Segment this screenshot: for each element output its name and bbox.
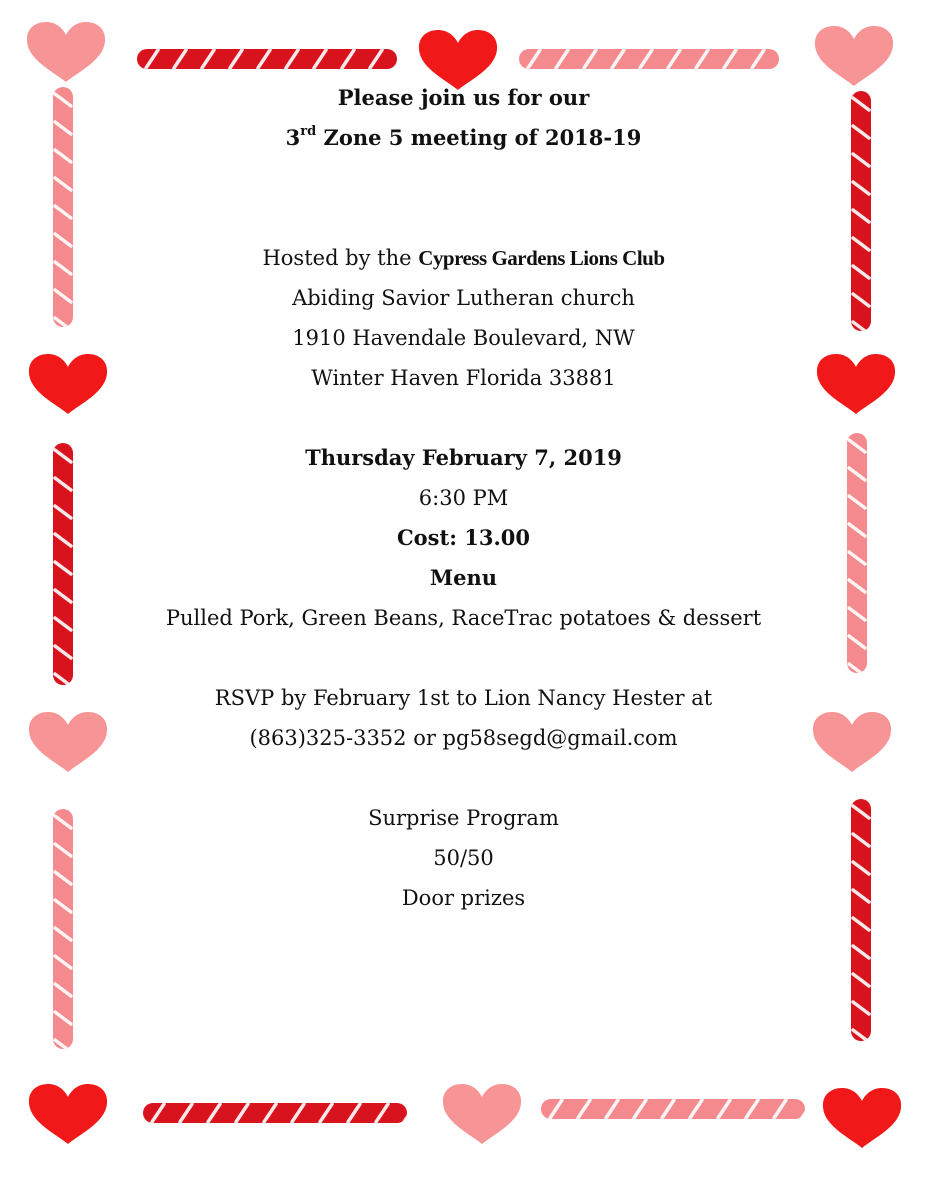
venue-street: 1910 Havendale Boulevard, NW <box>292 326 635 350</box>
heading-line-1: Please join us for our <box>337 85 590 110</box>
heading-rest: Zone 5 meeting of 2018-19 <box>316 125 642 150</box>
candy-cane-stick-icon <box>518 48 780 70</box>
heart-icon <box>820 1086 904 1150</box>
venue-name: Abiding Savior Lutheran church <box>292 286 635 310</box>
host-prefix: Hosted by the <box>262 246 419 270</box>
heart-icon <box>26 710 110 774</box>
event-time: 6:30 PM <box>418 486 509 510</box>
extra-item: 50/50 <box>433 846 494 870</box>
heart-icon <box>440 1082 524 1146</box>
host-line <box>100 238 827 278</box>
invitation-body <box>100 78 827 918</box>
host-club-name: Cypress Gardens Lions Club <box>418 246 665 270</box>
heart-icon <box>26 352 110 416</box>
rsvp-line-1: RSVP by February 1st to Lion Nancy Hester at <box>214 686 713 710</box>
menu-heading: Menu <box>429 565 498 590</box>
heading-line-2 <box>100 118 827 158</box>
heart-icon <box>26 1082 110 1146</box>
candy-cane-stick-icon <box>52 86 74 328</box>
candy-cane-stick-icon <box>52 442 74 686</box>
candy-cane-stick-icon <box>850 90 872 332</box>
heading-ordinal-suffix: rd <box>300 124 317 139</box>
candy-cane-stick-icon <box>850 798 872 1042</box>
candy-cane-stick-icon <box>540 1098 806 1120</box>
rsvp-contact: (863)325-3352 or pg58segd@gmail.com <box>249 726 678 750</box>
menu-items: Pulled Pork, Green Beans, RaceTrac potatoes & dessert <box>165 606 762 630</box>
candy-cane-stick-icon <box>136 48 398 70</box>
heart-icon <box>24 20 108 84</box>
candy-cane-stick-icon <box>52 808 74 1050</box>
venue-city: Winter Haven Florida 33881 <box>311 366 616 390</box>
extra-item: Surprise Program <box>368 806 559 830</box>
candy-cane-stick-icon <box>142 1102 408 1124</box>
extra-item: Door prizes <box>401 886 526 910</box>
heading-ordinal-number: 3 <box>285 125 301 150</box>
candy-cane-stick-icon <box>846 432 868 674</box>
event-date: Thursday February 7, 2019 <box>305 445 622 470</box>
event-cost: Cost: 13.00 <box>396 525 531 550</box>
